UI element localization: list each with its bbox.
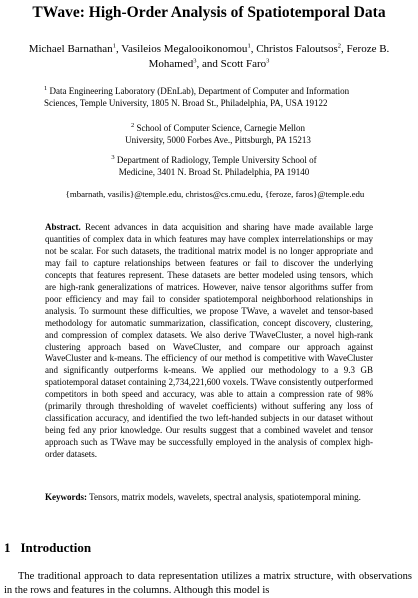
author: Michael Barnathan$^1$, — [28, 42, 122, 55]
keywords-text: Tensors, matrix models, wavelets, spectral analysis, spatiotemporal mining. — [89, 492, 361, 502]
introduction-paragraph: The traditional approach to data representation utilizes a matrix structure, with observations in the rows and features in the columns. Although this model is — [4, 571, 412, 596]
keywords — [45, 491, 373, 503]
affiliation-2: $^2$ School of Computer Science, Carnegie Mellon University, 5000 Forbes Ave., Pittsburgh, PA 15213 — [125, 122, 311, 145]
section-title: Introduction — [20, 540, 92, 555]
affiliation-marker: 3 — [193, 57, 197, 65]
affiliation-marker: 1 — [112, 42, 116, 50]
paper-title: TWave: High-Order Analysis of Spatiotemporal Data — [32, 4, 386, 21]
author: Vasileios Megalooikonomou$^1$, — [121, 42, 257, 55]
affiliation-1: $^1$ Data Engineering Laboratory (DEnLab), Department of Computer and Information Sciences, Temple University, 1805 N. Broad St., Philadelphia, PA, USA 19122 — [44, 85, 350, 108]
abstract-text: Recent advances in data acquisition and sharing have made available large quantities of complex data in which features may have complex interrelationships or may not be scalar. For such datasets, the traditional matrix model is no longer appropriate and may fail to capture relationships between features or fail to discover the underlying concepts that features represent. These datasets are better modeled using tensors, which are high-rank generalizations of matrices. However, naive tensor algorithms suffer from poor efficiency and may fail to consider spatiotemporal neighborhood relationships in analysis. To surmount these difficulties, we propose TWave, a wavelet and tensor-based methodology for automatic summarization, classification, concept discovery, clustering, and compression of complex datasets. We also derive TWaveCluster, a novel high-rank clustering approach based on WaveCluster, and compare our approach against WaveCluster and k-means. The efficiency of our method is competitive with WaveCluster and significantly outperforms k-means. We applied our methodology to a 9.3 GB spatiotemporal dataset containing 2,734,221,600 voxels. TWave consistently outperformed competitors in both speed and accuracy, was able to attain a compression rate of 98% (primarily through thresholding of wavelet coefficients) without suffering any loss of classification accuracy, and identified the two left-handed subjects in our dataset without being fed any prior knowledge. Our results suggest that a combined wavelet and tensor approach such as TWave may be successfully employed in the analysis of complex high-order datasets. — [45, 222, 373, 460]
abstract — [45, 222, 373, 461]
author-list — [18, 42, 400, 72]
affiliation-marker: 1 — [247, 42, 251, 50]
section-number: 1 — [4, 540, 11, 555]
abstract-label: Abstract. — [45, 222, 81, 232]
keywords-label: Keywords: — [45, 492, 87, 502]
author: Christos Faloutsos$^2$, — [256, 42, 347, 55]
affiliation-marker: 3 — [266, 57, 270, 65]
author-emails: {mbarnath, vasilis}@temple.edu, christos@cs.cmu.edu, {feroze, faros}@temple.edu — [65, 189, 365, 199]
affiliation-marker: 2 — [337, 42, 342, 50]
affiliation-3: $^3$ Department of Radiology, Temple University School of Medicine, 3401 N. Broad St. Philadelphia, PA 19140 — [111, 154, 317, 177]
section-heading — [4, 540, 91, 556]
author: Feroze B. Mohamed$^3$, and — [148, 43, 390, 70]
author: Scott Faro$^3$ — [220, 57, 270, 70]
